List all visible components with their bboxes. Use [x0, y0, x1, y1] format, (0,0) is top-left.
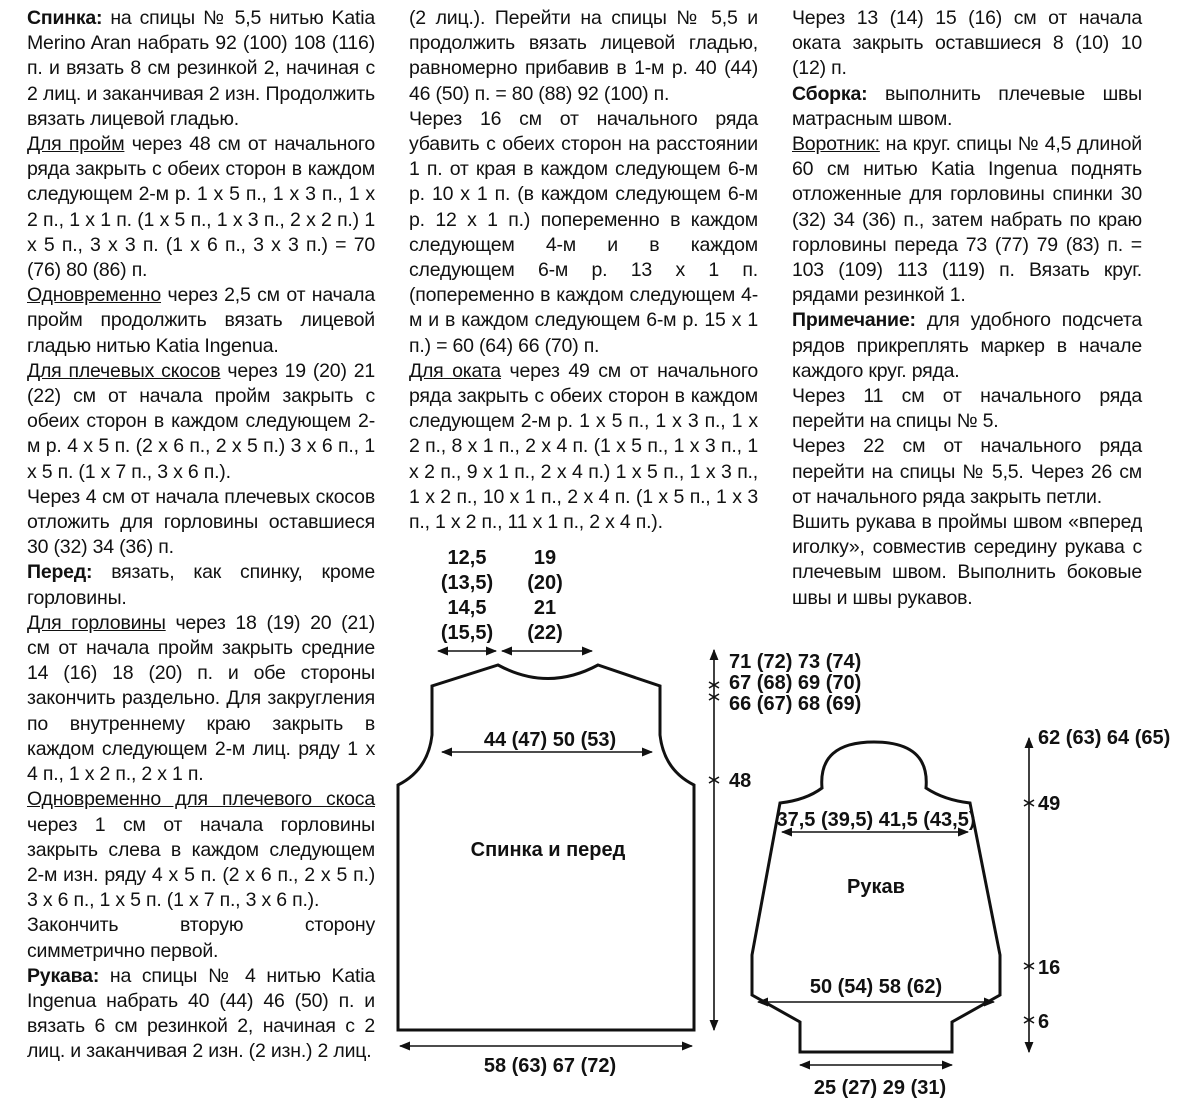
paragraph-text: через 1 см от начала горловины закрыть слева в каждом следующем 2-м изн. ряду 4 x 5 п. (2 x 6 п., 2 x 5 п.) 3 x 6 п., 1 x 5 п. (1 x 7 п., 3 x 6 п.).	[27, 813, 375, 912]
body-title: Спинка и перед	[470, 839, 626, 861]
heading-front: Перед:	[27, 561, 93, 584]
neck-dim-1: 19	[533, 547, 557, 569]
paragraph-text: на круг. спицы № 4,5 длиной 60 см нитью Katia Ingenua поднять отложенные для горловины спинки 30 (32) 34 (36) п., затем набрать по краю горловины переда 73 (77) 79 (83) п. = 103 (109) 113 (119) п. Вязать круг. рядами резинкой 1.	[792, 133, 1142, 307]
sleeve-height-total-dim: 62 (63) 64 (65)	[1038, 727, 1171, 749]
paragraph-text: через 18 (19) 20 (21) см от начала пройм закрыть средние 14 (16) 18 (20) п. и обе стороны закончить раздельно. Для закругления по внутреннему краю закрыть в каждом следующем 2-м лиц. ряду 1 x 4 п., 1 x 2 п., 2 x 1 п.	[27, 611, 375, 786]
chest-dim: 44 (47) 50 (53)	[483, 729, 617, 751]
sleeve-cap-height-dim: 49	[1038, 793, 1061, 815]
height-armhole-dim: 66 (67) 68 (69)	[729, 693, 862, 715]
paragraph-needles-5: Через 11 см от начального ряда перейти на спицы № 5.	[792, 385, 1142, 433]
paragraph-text: на спицы № 4 нитью Katia Ingenua набрать 40 (44) 46 (50) п. и вязать 6 см резинкой 2, начиная с 2 лиц. и заканчивая 2 изн. (2 изн.) 2 лиц.	[27, 964, 375, 1063]
sleeve-16-dim: 16	[1038, 957, 1061, 979]
subheading-collar: Воротник:	[792, 133, 880, 156]
paragraph-text: через 2,5 см от начала пройм продолжить вязать лицевой гладью нитью Katia Ingenua.	[27, 284, 375, 357]
neck-dim-2: (20)	[527, 572, 563, 594]
shoulder-dim-3: 14,5	[447, 597, 487, 619]
heading-assembly: Сборка:	[792, 82, 868, 105]
paragraph-needles-55: Через 22 см от начального ряда перейти на спицы № 5,5. Через 26 см от начального ряда закрыть петли.	[792, 435, 1142, 508]
paragraph-sew-sleeves: Вшить рукава в проймы швом «вперед иголку», совместив середину рукава с плечевым швом. Выполнить боковые швы и швы рукавов.	[792, 511, 1142, 609]
subheading-simultaneously: Одновременно	[27, 284, 162, 307]
hem-dim: 58 (63) 67 (72)	[483, 1055, 617, 1077]
paragraph-text: для удобного подсчета рядов прикреплять маркер в начале каждого круг. ряда.	[792, 309, 1142, 382]
subheading-sleeve-cap: Для оката	[409, 359, 501, 382]
subheading-armholes: Для пройм	[27, 133, 125, 156]
heading-back: Спинка:	[27, 7, 103, 29]
sleeve-6-dim: 6	[1038, 1011, 1050, 1033]
neck-dim-4: (22)	[527, 622, 563, 644]
paragraph-text: на спицы № 5,5 нитью Katia Merino Aran набрать 92 (100) 108 (116) п. и вязать 8 см резинкой 2, начиная с 2 лиц. и заканчивая 2 изн. Продолжить вязать лицевой гладью.	[27, 7, 375, 130]
paragraph-text: выполнить плечевые швы матрасным швом.	[792, 82, 1142, 130]
paragraph-sleeve-decrease: Через 16 см от начального ряда убавить с обеих сторон на расстоянии 1 п. от края в каждом следующем 6-м р. 10 x 1 п. (в каждом следующем 6-м р. 12 x 1 п.) попеременно в каждом следующем 4-м и в каждом следующем 6-м р. 13 x 1 п. (попеременно в каждом следующем 4-м и в каждом следующем 6-м р. 15 x 1 п.) = 60 (64) 66 (70) п.	[409, 107, 758, 357]
shoulder-dim-1: 12,5	[447, 547, 487, 569]
shoulder-dim-4: (15,5)	[440, 622, 494, 644]
subheading-shoulders: Для плечевых скосов	[27, 359, 221, 382]
paragraph-text: вязать, как спинку, кроме горловины.	[27, 561, 375, 609]
paragraph-symmetric: Закончить вторую сторону симметрично первой.	[27, 914, 375, 962]
paragraph-sleeve-cont: (2 лиц.). Перейти на спицы № 5,5 и продолжить вязать лицевой гладью, равномерно прибавив в 1-м р. 40 (44) 46 (50) п. = 80 (88) 92 (100) п.	[409, 7, 758, 105]
neck-dim-3: 21	[533, 597, 557, 619]
subheading-neckline: Для горловины	[27, 611, 166, 634]
paragraph-cap-end: Через 13 (14) 15 (16) см от начала оката закрыть оставшиеся 8 (10) 10 (12) п.	[792, 7, 1142, 80]
sleeve-lower-dim: 50 (54) 58 (62)	[809, 976, 943, 998]
sleeve-upper-dim: 37,5 (39,5) 41,5 (43,5)	[776, 809, 976, 831]
paragraph-neck-hold: Через 4 см от начала плечевых скосов отложить для горловины оставшиеся 30 (32) 34 (36) п.	[27, 485, 375, 559]
paragraph-text: через 48 см от начального ряда закрыть с обеих сторон в каждом следующем 2-м р. 1 x 5 п., 1 x 3 п., 1 x 2 п., 1 x 1 п. (1 x 5 п., 1 x 3 п., 2 x 2 п.) 1 x 5 п., 3 x 3 п. (1 x 6 п., 3 x 3 п.) = 70 (76) 80 (86) п.	[27, 133, 375, 282]
sleeve-title: Рукав	[847, 876, 905, 898]
height-side-dim: 48	[729, 770, 752, 792]
heading-sleeves: Рукава:	[27, 964, 100, 987]
cuff-dim: 25 (27) 29 (31)	[813, 1077, 947, 1099]
paragraph-text: через 19 (20) 21 (22) см от начала пройм закрыть с обеих сторон в каждом следующем 2-м р. 4 x 5 п. (2 x 6 п., 2 x 5 п.) 3 x 6 п., 1 x 5 п. (1 x 7 п., 3 x 6 п.).	[27, 359, 375, 483]
subheading-shoulder-slope: Одновременно для плечевого скоса	[27, 788, 375, 811]
heading-note: Примечание:	[792, 309, 916, 332]
shoulder-dim-2: (13,5)	[440, 572, 494, 594]
height-total-dim: 71 (72) 73 (74)	[729, 651, 862, 673]
paragraph-text: через 49 см от начального ряда закрыть с обеих сторон в каждом следующем 2-м р. 1 x 5 п., 1 x 3 п., 1 x 2 п., 8 x 1 п., 2 x 4 п. (1 x 5 п., 1 x 3 п., 1 x 2 п., 9 x 1 п., 2 x 4 п.) 1 x 5 п., 1 x 3 п., 1 x 2 п., 10 x 1 п., 2 x 4 п. (1 x 5 п., 1 x 3 п., 1 x 2 п., 11 x 1 п., 2 x 4 п.).	[409, 359, 758, 534]
height-shoulder-dim: 67 (68) 69 (70)	[729, 672, 862, 694]
